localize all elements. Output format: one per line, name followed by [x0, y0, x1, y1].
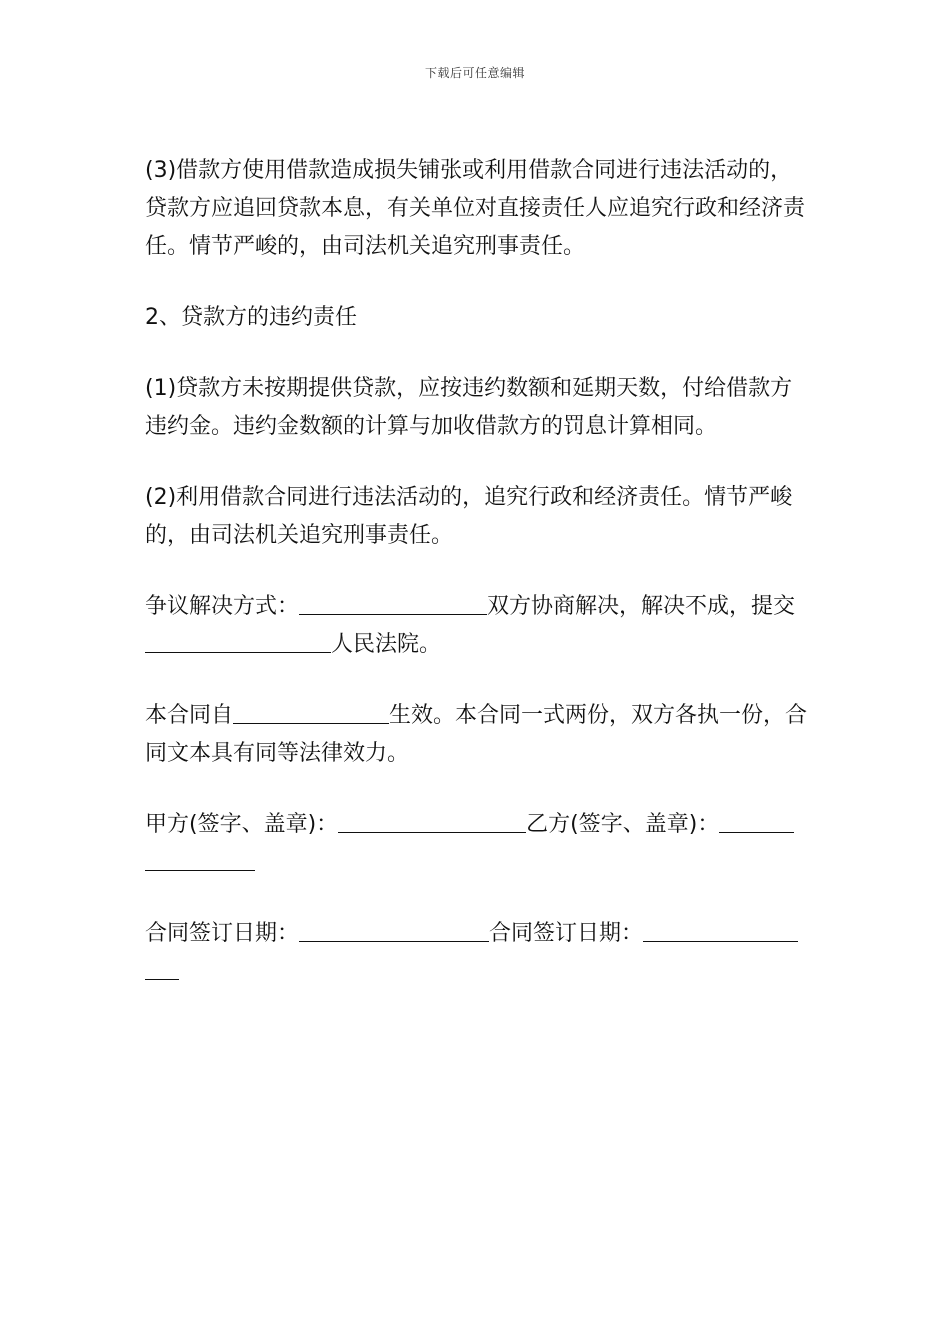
lender-clause-1-paragraph: (1)贷款方未按期提供贷款，应按违约数额和延期天数，付给借款方违约金。违约金数额的计算与加收借款方的罚息计算相同。: [145, 376, 793, 439]
effective-prefix: 本合同自: [145, 703, 234, 728]
party-a-signature-blank[interactable]: [338, 808, 526, 833]
lender-liability-heading: 2、贷款方的违约责任: [145, 305, 357, 330]
effective-suffix: 生效。本合同一式两份，双方各执一份，合同文本具有同等法律效力。: [145, 703, 808, 766]
date-b-label: 合同签订日期：: [489, 921, 644, 946]
document-body: [145, 152, 810, 1024]
clause-3-paragraph: (3)借款方使用借款造成损失铺张或利用借款合同进行违法活动的，贷款方应追回贷款本息，有关单位对直接责任人应追究行政和经济责任。情节严峻的，由司法机关追究刑事责任。: [145, 158, 806, 259]
effective-date-blank[interactable]: [233, 699, 389, 724]
page-header: 下载后可任意编辑: [424, 66, 525, 80]
party-b-label: 乙方(签字、盖章)：: [526, 812, 720, 837]
party-b-signature-blank-continued[interactable]: [145, 846, 255, 871]
dispute-method-blank[interactable]: [299, 590, 487, 615]
dispute-label: 争议解决方式：: [145, 594, 300, 619]
party-a-label: 甲方(签字、盖章)：: [145, 812, 339, 837]
date-a-blank[interactable]: [299, 917, 489, 942]
lender-clause-2-paragraph: (2)利用借款合同进行违法活动的，追究行政和经济责任。情节严峻的，由司法机关追究刑事责任。: [145, 485, 793, 548]
court-name-blank[interactable]: [145, 628, 331, 653]
date-a-label: 合同签订日期：: [145, 921, 300, 946]
signing-date-paragraph: [145, 915, 810, 991]
date-b-blank-continued[interactable]: [145, 955, 179, 980]
dispute-resolution-paragraph: [145, 588, 810, 664]
signature-paragraph: [145, 806, 810, 882]
party-b-signature-blank[interactable]: [719, 808, 794, 833]
dispute-middle-text: 双方协商解决，解决不成，提交: [487, 594, 796, 619]
effective-date-paragraph: [145, 697, 810, 773]
date-b-blank[interactable]: [643, 917, 798, 942]
dispute-suffix-text: 人民法院。: [331, 632, 442, 657]
